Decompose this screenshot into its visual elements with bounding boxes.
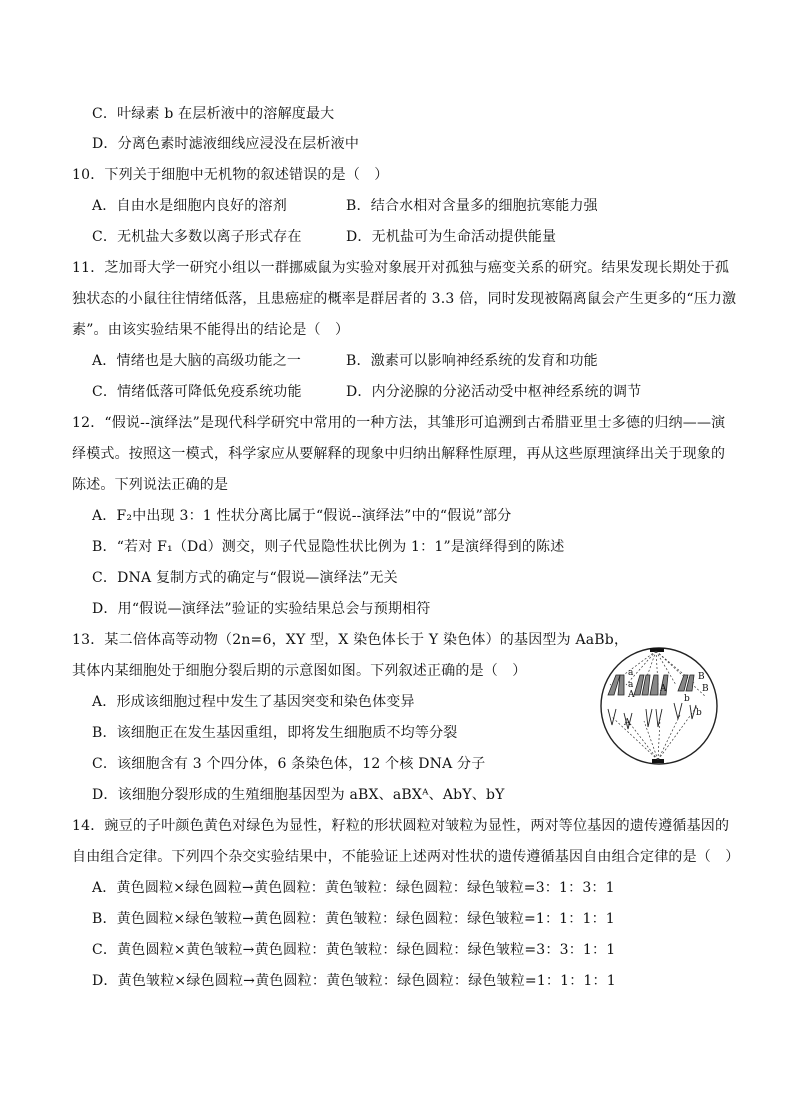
gene-label-a3: A (628, 690, 635, 700)
q11-option-c: C．情绪低落可降低免疫系统功能 (92, 384, 302, 400)
q9-option-c: C．叶绿素 b 在层析液中的溶解度最大 (92, 106, 335, 122)
q11-stem-line2: 独状态的小鼠往往情绪低落，且患癌症的概率是群居者的 3.3 倍，同时发现被隔离鼠会产生更多的“压力激 (72, 291, 737, 307)
q10-option-c: C．无机盐大多数以离子形式存在 (92, 229, 302, 245)
q11-stem-line3: 素”。由该实验结果不能得出的结论是（ ） (72, 322, 350, 338)
gene-label-B1: B (698, 672, 705, 682)
q12-option-c: C．DNA 复制方式的确定与“假说—演绎法”无关 (92, 570, 398, 586)
q10-stem: 10．下列关于细胞中无机物的叙述错误的是（ ） (72, 167, 389, 183)
gene-label-A1: A (660, 684, 667, 694)
q12-stem-line1: 12．“假说--演绎法”是现代科学研究中常用的一种方法，其雏形可追溯到古希腊亚里士多德的归纳——演 (72, 415, 726, 431)
q12-option-a: A．F₂中出现 3：1 性状分离比属于“假说--演绎法”中的“假说”部分 (92, 508, 512, 524)
gene-label-B2: B (702, 684, 709, 694)
q14-option-a: A．黄色圆粒×绿色圆粒→黄色圆粒：黄色皱粒：绿色圆粒：绿色皱粒=3：1：3：1 (92, 880, 615, 896)
q13-stem-line1: 13．某二倍体高等动物（2n=6，XY 型，X 染色体长于 Y 染色体）的基因型为 AaBb， (72, 632, 629, 648)
q12-option-d: D．用“假说—演绎法”验证的实验结果总会与预期相符 (92, 601, 431, 617)
q14-option-d: D．黄色皱粒×绿色圆粒→黄色圆粒：黄色皱粒：绿色圆粒：绿色皱粒=1：1：1：1 (92, 973, 616, 989)
cell-division-figure (598, 645, 720, 767)
q11-option-d: D．内分泌腺的分泌活动受中枢神经系统的调节 (346, 384, 642, 400)
gene-label-b2: b (696, 708, 702, 718)
q13-option-d: D．该细胞分裂形成的生殖细胞基因型为 aBX、aBXᴬ、AbY、bY (92, 787, 505, 803)
gene-label-a1: a (628, 668, 634, 678)
q9-option-d: D．分离色素时滤液细线应浸没在层析液中 (92, 136, 360, 152)
gene-label-A2: A (624, 718, 631, 728)
q11-option-b: B．激素可以影响神经系统的发育和功能 (346, 353, 598, 369)
q13-stem-line2: 其体内某细胞处于细胞分裂后期的示意图如图。下列叙述正确的是（ ） (72, 663, 527, 679)
q14-stem-line1: 14．豌豆的子叶颜色黄色对绿色为显性，籽粒的形状圆粒对皱粒为显性，两对等位基因的遗传遵循基因的 (72, 818, 730, 834)
q14-option-b: B．黄色圆粒×绿色皱粒→黄色圆粒：黄色皱粒：绿色圆粒：绿色皱粒=1：1：1：1 (92, 911, 615, 927)
q10-option-d: D．无机盐可为生命活动提供能量 (346, 229, 557, 245)
q11-stem-line1: 11．芝加哥大学一研究小组以一群挪威鼠为实验对象展开对孤独与癌变关系的研究。结果发现长期处于孤 (72, 260, 730, 276)
q11-option-a: A．情绪也是大脑的高级功能之一 (92, 353, 302, 369)
q12-option-b: B．“若对 F₁（Dd）测交，则子代显隐性状比例为 1：1”是演绎得到的陈述 (92, 539, 565, 555)
q12-stem-line2: 绎模式。按照这一模式，科学家应从要解释的现象中归纳出解释性原理，再从这些原理演绎出关于现象的 (72, 446, 726, 462)
gene-label-b1: b (684, 694, 690, 704)
q10-option-b: B．结合水相对含量多的细胞抗寒能力强 (346, 198, 598, 214)
q14-stem-line2: 自由组合定律。下列四个杂交实验结果中，不能验证上述两对性状的遗传遵循基因自由组合定律的是（ ） (72, 849, 740, 865)
q13-option-b: B．该细胞正在发生基因重组，即将发生细胞质不均等分裂 (92, 725, 458, 741)
q14-option-c: C．黄色圆粒×黄色皱粒→黄色圆粒：黄色皱粒：绿色圆粒：绿色皱粒=3：3：1：1 (92, 942, 616, 958)
gene-label-a2: a (628, 680, 634, 690)
q10-option-a: A．自由水是细胞内良好的溶剂 (92, 198, 287, 214)
q12-stem-line3: 陈述。下列说法正确的是 (72, 477, 229, 493)
q13-option-a: A．形成该细胞过程中发生了基因突变和染色体变异 (92, 694, 415, 710)
q13-option-c: C．该细胞含有 3 个四分体，6 条染色体，12 个核 DNA 分子 (92, 756, 486, 772)
